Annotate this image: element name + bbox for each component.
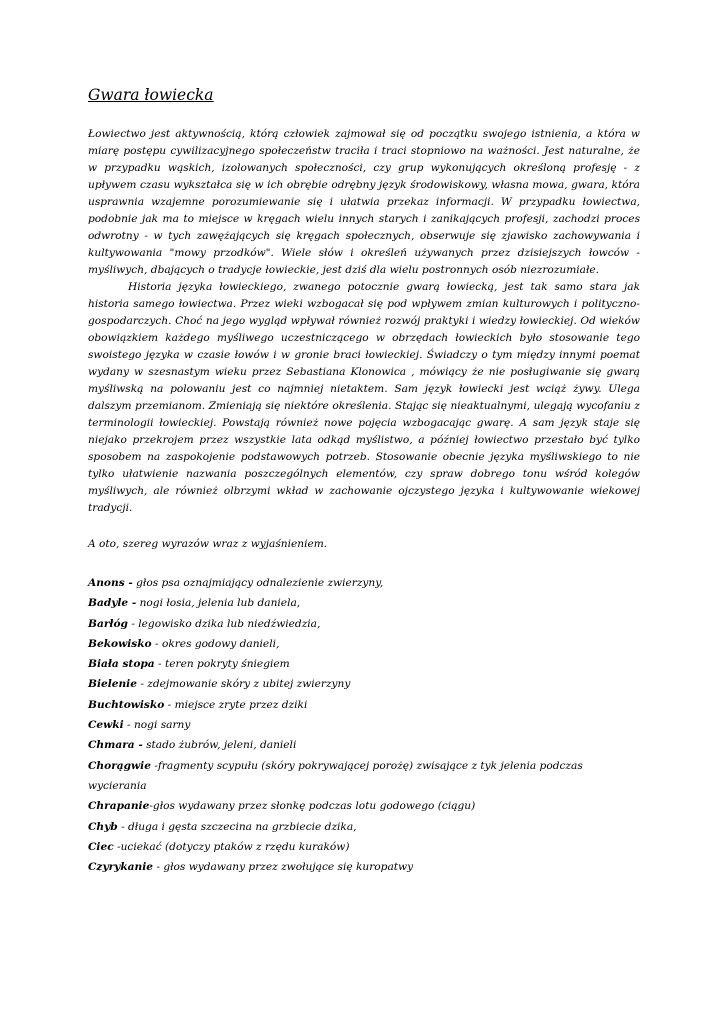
glossary-definition: - nogi sarny xyxy=(123,719,191,732)
glossary-term: Bielenie xyxy=(88,678,137,691)
glossary-definition: nogi łosia, jelenia lub daniela, xyxy=(136,597,301,610)
glossary-definition: - długa i gęsta szczecina na grzbiecie dzika, xyxy=(117,820,357,833)
glossary-entry xyxy=(88,735,640,755)
document-page xyxy=(88,84,640,877)
glossary-entry xyxy=(88,674,640,694)
glossary-entry xyxy=(88,756,640,797)
glossary-term: Bekowisko xyxy=(88,637,152,650)
glossary-entry xyxy=(88,857,640,877)
glossary-definition: -uciekać (dotyczy ptaków z rzędu kuraków) xyxy=(113,840,350,853)
glossary-definition: - zdejmowanie skóry z ubitej zwierzyny xyxy=(136,678,351,691)
glossary-intro: A oto, szereg wyrazów wraz z wyjaśnieniem. xyxy=(88,538,328,550)
glossary-entry xyxy=(88,837,640,857)
glossary-entry xyxy=(88,593,640,613)
glossary-definition: głos psa oznajmiający odnalezienie zwierzyny, xyxy=(132,577,384,589)
glossary-term: Biała stopa xyxy=(88,658,155,671)
glossary-term: Chorągwie xyxy=(88,759,151,772)
glossary-definition: - legowisko dzika lub niedźwiedzia, xyxy=(127,617,321,630)
glossary-definition: - miejsce zryte przez dziki xyxy=(164,698,308,711)
glossary-entry xyxy=(88,654,640,674)
glossary-term: Buchtowisko xyxy=(88,698,165,711)
glossary-definition: - okres godowy danieli, xyxy=(151,637,280,650)
paragraph-intro-hunting: Łowiectwo jest aktywnością, którą człowiek zajmował się od początku swojego istnienia, a która w miarę postępu cywilizacyjnego społeczeństw traciła i traci stopniowo na ważności. Jest naturalne, że w przypadku wąskich, izolowanych społeczności, czy grup wykonujących określoną profesję - z upływem czasu wykształca się w ich obrębie odrębny język środowiskowy, własna mowa, gwara, która usprawnia wzajemne porozumiewanie się i ułatwia przekaz informacji. W przypadku łowiectwa, podobnie jak ma to miejsce w kręgach wielu innych starych i zanikających profesji, zachodzi proces odwrotny - w tych zawężających się kręgach społecznych, obserwuje się zjawisko zachowywania i kultywowania "mowy przodków". Wiele słów i określeń używanych przez dzisiejszych łowców - myśliwych, dbających o tradycje łowieckie, jest dziś dla wielu postronnych osób niezrozumiałe. xyxy=(88,128,640,276)
glossary-term: Barłóg xyxy=(88,617,128,630)
glossary-definition: - teren pokryty śniegiem xyxy=(154,658,290,671)
glossary-term: Anons - xyxy=(88,577,133,589)
glossary-definition: -fragmenty scypułu (skóry pokrywającej porożę) zwisające z tyk jelenia podczas wycierania xyxy=(88,759,583,792)
glossary-entry xyxy=(88,715,640,735)
glossary-entry xyxy=(88,573,640,593)
glossary-term: Czyrykanie xyxy=(88,861,154,874)
glossary-term: Chyb xyxy=(88,820,118,833)
glossary-entry xyxy=(88,634,640,654)
glossary-term: Ciec xyxy=(88,840,114,853)
glossary-definition: stado żubrów, jeleni, danieli xyxy=(142,739,297,752)
glossary-entry xyxy=(88,796,640,816)
document-title: Gwara łowiecka xyxy=(88,86,214,104)
glossary-entry xyxy=(88,695,640,715)
glossary-term: Chrapanie xyxy=(88,800,150,813)
glossary-definition: - głos wydawany przez zwołujące się kuropatwy xyxy=(153,861,414,874)
paragraph-history: Historia języka łowieckiego, zwanego potocznie gwarą łowiecką, jest tak samo stara jak historia samego łowiectwa. Przez wieki wzbogacał się pod wpływem zmian kulturowych i polityczno-gospodarczych. Choć na jego wygląd wpływał również rozwój praktyki i wiedzy łowieckiej. Od wieków obowiązkiem każdego myśliwego uczestniczącego w obrzędach łowieckich było stosowanie tego swoistego języka w czasie łowów i w gronie braci łowieckiej. Świadczy o tym między innymi poemat wydany w szesnastym wieku przez Sebastiana Klonowica , mówiący że nie posługiwanie się gwarą myśliwską na polowaniu jest co najmniej nietaktem. Sam język łowiecki jest wciąż żywy. Ulega dalszym przemianom. Zmieniają się niektóre określenia. Stając się nieaktualnymi, ulegają wycofaniu z terminologii łowieckiej. Powstają również nowe pojęcia wzbogacając gwarę. A sam język staje się niejako przekrojem przez wszystkie lata odkąd myślistwo, a później łowiectwo przestało być tylko sposobem na zaspokojenie podstawowych potrzeb. Stosowanie obecnie języka myśliwskiego to nie tylko ułatwienie nazwania poszczególnych elementów, czy spraw dobrego tonu wśród kolegów myśliwych, ale również olbrzymi wkład w zachowanie ojczystego języka i kultywowanie wiekowej tradycji. xyxy=(88,281,640,514)
glossary-entry xyxy=(88,614,640,634)
glossary-term: Badyle - xyxy=(88,597,137,610)
glossary-term: Cewki xyxy=(88,719,124,732)
glossary-list xyxy=(88,573,640,877)
glossary-entry xyxy=(88,817,640,837)
glossary-term: Chmara - xyxy=(88,739,143,752)
glossary-definition: -głos wydawany przez słonkę podczas lotu godowego (ciągu) xyxy=(149,800,476,813)
